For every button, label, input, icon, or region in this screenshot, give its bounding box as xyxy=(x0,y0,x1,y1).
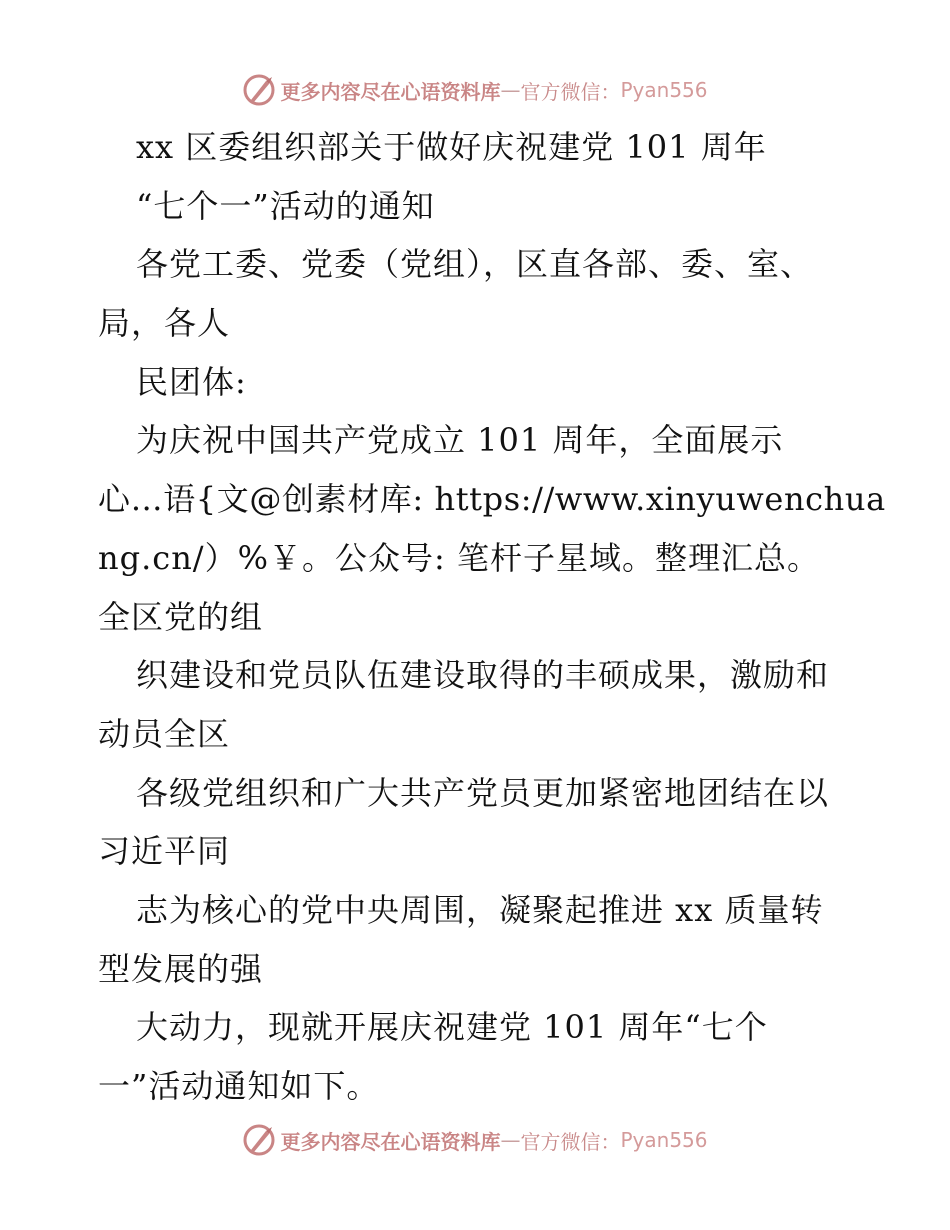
footer-watermark xyxy=(0,1120,950,1160)
text-line: 志为核心的党中央周围，凝聚起推进 xx 质量转 xyxy=(136,890,824,929)
text-line: 习近平同 xyxy=(98,832,231,871)
text-line: 各党工委、党委（党组），区直各部、委、室、 xyxy=(136,245,814,284)
watermark-suffix: 官方微信： xyxy=(520,1129,621,1154)
text-line: 心…语{文@创素材库: https://www.xinyuwenchua xyxy=(98,480,886,519)
watermark-main-text: 更多内容尽在心语资料库 xyxy=(280,79,501,104)
text-line: 全区党的组 xyxy=(98,597,264,636)
text-line: 民团体: xyxy=(136,362,247,401)
quill-pen-logo-icon xyxy=(242,73,276,107)
document-body xyxy=(98,118,886,1116)
text-line: 织建设和党员队伍建设取得的丰硕成果，激励和 xyxy=(136,656,830,695)
document-title-line-2: “七个一”活动的通知 xyxy=(136,186,435,225)
text-line: 局，各人 xyxy=(98,304,231,343)
text-line: 一”活动通知如下。 xyxy=(98,1067,380,1105)
watermark-main-text: 更多内容尽在心语资料库 xyxy=(280,1129,501,1154)
watermark-separator: — xyxy=(500,78,521,102)
text-line: 为庆祝中国共产党成立 101 周年，全面展示 xyxy=(136,421,784,460)
text-line: ng.cn/）%￥。公众号: 笔杆子星域。整理汇总。 xyxy=(98,538,820,577)
document-title-line-1: xx 区委组织部关于做好庆祝建党 101 周年 xyxy=(136,128,767,166)
watermark-handle: Pyan556 xyxy=(620,1128,708,1152)
header-watermark xyxy=(0,70,950,110)
text-line: 型发展的强 xyxy=(98,949,264,988)
text-line: 动员全区 xyxy=(98,714,231,753)
watermark-handle: Pyan556 xyxy=(620,78,708,102)
quill-pen-logo-icon xyxy=(242,1123,276,1157)
text-line: 各级党组织和广大共产党员更加紧密地团结在以 xyxy=(136,773,830,812)
watermark-separator: — xyxy=(500,1128,521,1152)
text-line: 大动力，现就开展庆祝建党 101 周年“七个 xyxy=(136,1008,768,1047)
watermark-suffix: 官方微信： xyxy=(520,79,621,104)
